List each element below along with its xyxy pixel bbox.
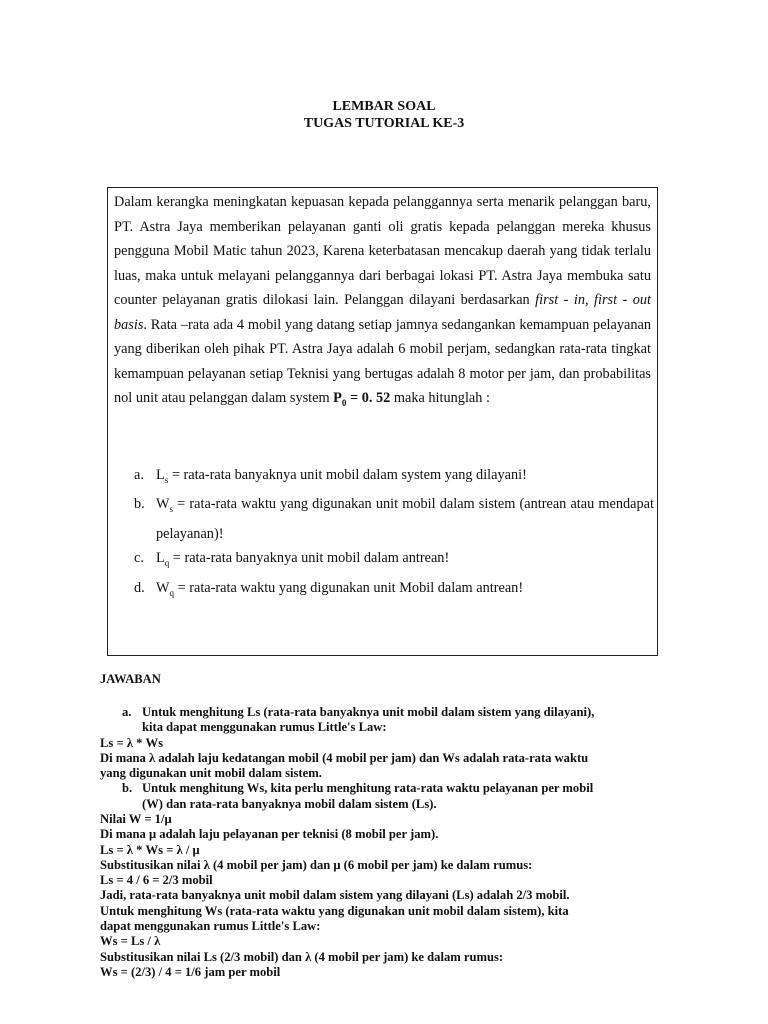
answer-heading: JAWABAN (100, 672, 161, 686)
question-subscript: q (164, 558, 170, 569)
answer-line: Substitusikan nilai λ (4 mobil per jam) dan μ (6 mobil per jam) ke dalam rumus: (100, 858, 533, 872)
question-marker: a. (134, 467, 144, 483)
document-title: LEMBAR SOAL (332, 99, 436, 114)
answer-marker: a. (122, 705, 132, 719)
answer-line: Ls = λ * Ws = λ / μ (100, 843, 200, 857)
p0-subscript: 0 (341, 397, 347, 408)
problem-text-c: maka hitunglah : (390, 390, 490, 406)
problem-text-b: . Rata –rata ada 4 mobil yang datang setiap jamnya sedangankan kemampuan pelayanan yang diberikan oleh pihak PT. Astra Jaya adalah 6 mobil perjam, sedangkan rata-rata tingkat kemampuan pelayanan setiap Teknisi yang bertugas adalah 8 motor per jam, dan probabilitas nol unit atau pelanggan dalam system (114, 316, 651, 406)
answer-item-b (122, 781, 682, 796)
answer-line: Ws = Ls / λ (100, 934, 161, 948)
answer-text: kita dapat menggunakan rumus Little's Law: (142, 720, 387, 734)
answer-text: Untuk menghitung Ws, kita perlu menghitung rata-rata waktu pelayanan per mobil (142, 781, 594, 795)
answer-line: Di mana μ adalah laju pelayanan per teknisi (8 mobil per jam). (100, 827, 439, 841)
question-item (134, 576, 654, 605)
answer-item-a (122, 705, 682, 720)
answer-line: Untuk menghitung Ws (rata-rata waktu yang digunakan unit mobil dalam sistem), kita (100, 904, 569, 918)
question-text: = rata-rata waktu yang digunakan unit mobil dalam sistem (antrean atau mendapat pelayanan)! (156, 496, 654, 542)
question-subscript: q (169, 587, 174, 598)
answer-line: Nilai W = 1/μ (100, 812, 172, 826)
question-subscript: s (164, 474, 169, 485)
answer-line: Di mana λ adalah laju kedatangan mobil (4 mobil per jam) dan Ws adalah rata-rata waktu (100, 751, 589, 765)
p0-value: = 0. 52 (346, 390, 391, 406)
question-symbol: L (156, 467, 165, 483)
answer-line: Jadi, rata-rata banyaknya unit mobil dalam sistem yang dilayani (Ls) adalah 2/3 mobil. (100, 888, 570, 902)
question-marker: b. (134, 496, 145, 513)
problem-paragraph (114, 190, 651, 415)
document-subtitle: TUGAS TUTORIAL KE-3 (303, 116, 465, 131)
question-symbol: L (156, 550, 165, 567)
answer-line: Ls = 4 / 6 = 2/3 mobil (100, 873, 213, 887)
question-text: = rata-rata banyaknya unit mobil dalam antrean! (169, 550, 450, 567)
question-marker: c. (134, 550, 144, 567)
p0-symbol: P (333, 390, 342, 406)
answer-line: dapat menggunakan rumus Little's Law: (100, 919, 321, 933)
question-item (134, 492, 654, 546)
question-item (134, 546, 654, 575)
question-text: = rata-rata waktu yang digunakan unit Mobil dalam antrean! (174, 579, 524, 596)
question-subscript: s (169, 504, 174, 515)
question-list (134, 463, 654, 605)
problem-box (107, 187, 658, 656)
answer-line: Substitusikan nilai Ls (2/3 mobil) dan λ (4 mobil per jam) ke dalam rumus: (100, 950, 504, 964)
answer-text: Untuk menghitung Ls (rata-rata banyaknya unit mobil dalam sistem yang dilayani), (142, 705, 595, 719)
answer-line: yang digunakan unit mobil dalam sistem. (100, 766, 322, 780)
question-item (134, 463, 654, 492)
answer-text: (W) dan rata-rata banyaknya mobil dalam sistem (Ls). (142, 797, 437, 811)
question-symbol: W (156, 496, 170, 513)
question-symbol: W (156, 579, 170, 596)
question-text: = rata-rata banyaknya unit mobil dalam system yang dilayani! (168, 467, 527, 483)
fifo-italic: first - in, first - out basis (114, 292, 651, 333)
answer-line: Ws = (2/3) / 4 = 1/6 jam per mobil (100, 965, 281, 979)
answer-line: Ls = λ * Ws (100, 736, 164, 750)
answer-marker: b. (122, 781, 133, 795)
p0-formula (333, 390, 390, 406)
question-marker: d. (134, 579, 145, 596)
problem-text-a: Dalam kerangka meningkatan kepuasan kepada pelanggannya serta menarik pelanggan baru, PT. Astra Jaya memberikan pelayanan ganti oli gratis kepada pelanggan mereka khusus pengguna Mobil Matic tahun 2023, Karena keterbatasan mencakup daerah yang tidak terlalu luas, maka untuk melayani pelanggannya dari berbagai lokasi PT. Astra Jaya membuka satu counter pelayanan gratis dilokasi lain. Pelanggan dilayani berdasarkan (114, 194, 651, 308)
